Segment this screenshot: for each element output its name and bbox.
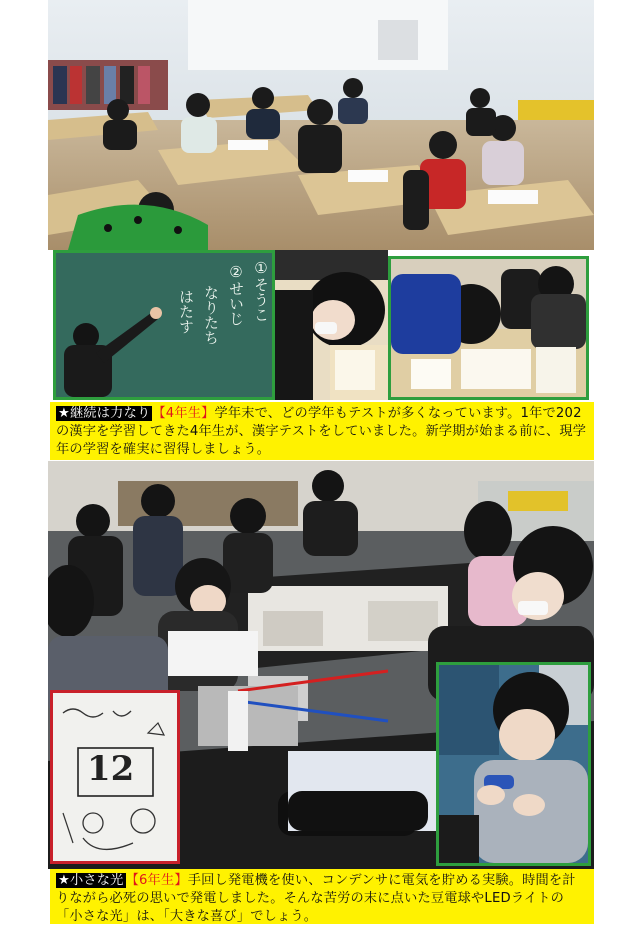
caption-grade4-body: 学年末で、どの学年もテストが多くなっています。1年で202の漢字を学習してきた4年生が、漢字テストをしていました。新学期が始まる前に、現学年の学習を確実に習得しましょう。 [56,406,587,457]
caption-grade4-title: ★継続は力なり [58,406,151,421]
chalkboard-inset [53,250,275,400]
classroom-scene [48,0,594,250]
caption-grade6 [50,869,594,924]
caption-grade4-grade: 【4年生】 [152,406,215,421]
student-writing-photo [275,250,388,400]
board-text-3: なりたち [202,285,220,345]
drawing-number: 12 [87,749,135,789]
student-experiment-scene [439,665,588,863]
students-test-inset [388,256,589,400]
caption-grade6-body: 手回し発電機を使い、コンデンサに電気を貯める実験。時間を計りながら必死の思いで発電しました。そんな苦労の末に点いた豆電球やLEDライトの「小さな光」は、「大きな喜び」でしょう。 [56,873,576,924]
caption-grade6-grade: 【6年生】 [125,873,188,888]
board-text-1: ①そうこ [252,259,270,322]
caption-grade4 [50,402,594,460]
board-text-4: はたす [177,289,195,334]
notebook-drawing-inset [50,690,180,864]
board-text-2: ②せいじ [227,263,245,326]
classroom-photo [48,0,594,250]
caption-grade6-title: ★小さな光 [58,873,124,888]
students-test-scene [391,259,586,397]
student-experiment-inset [436,662,591,866]
student-writing-scene [275,250,388,400]
